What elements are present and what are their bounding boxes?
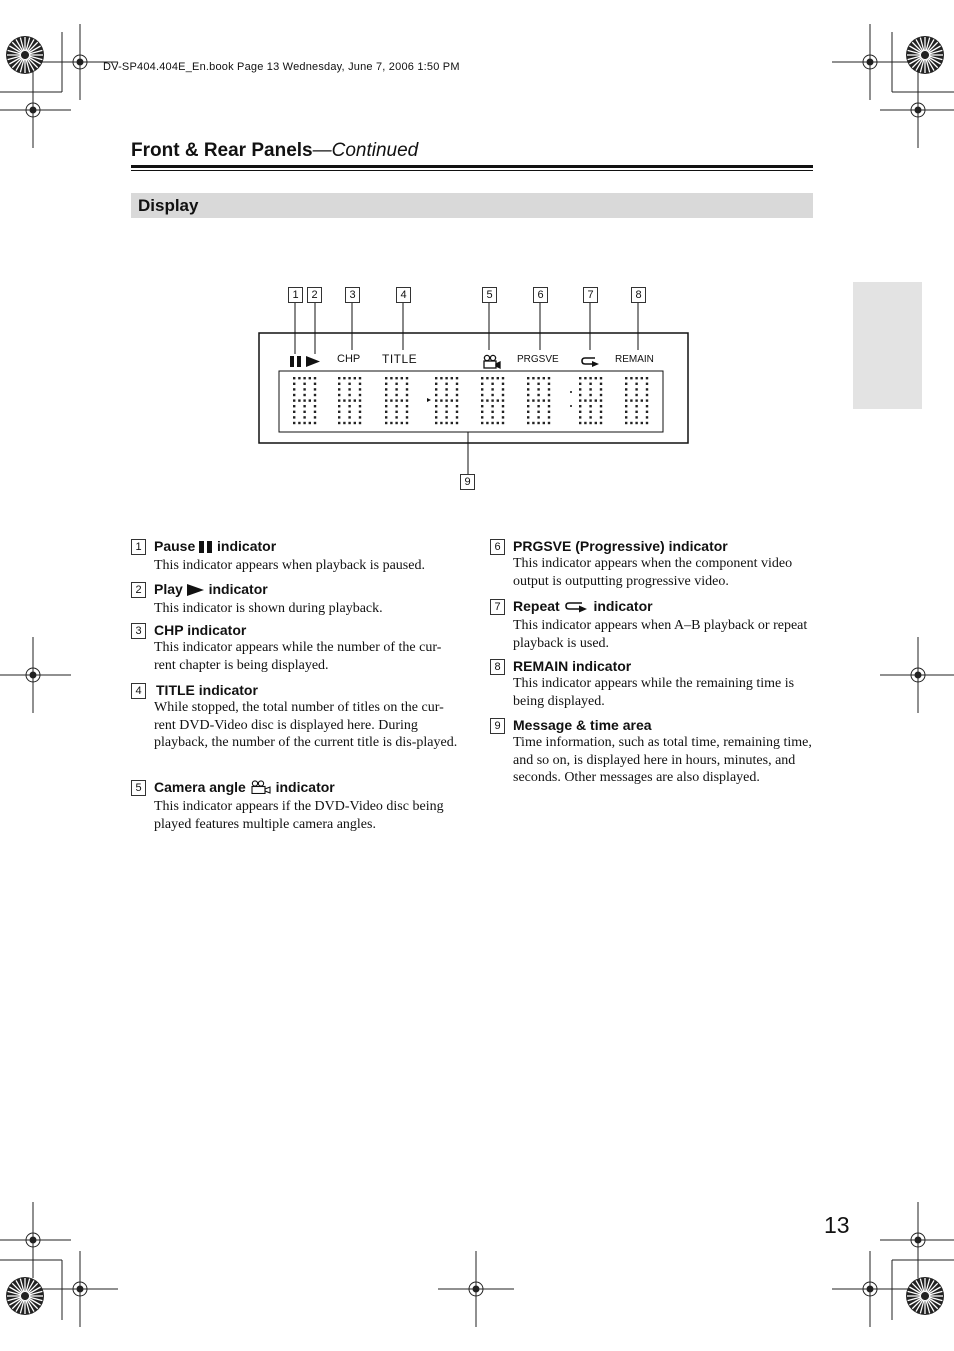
callout-3: 3 (345, 287, 360, 303)
callout-8: 8 (631, 287, 646, 303)
repeat-icon (564, 599, 590, 617)
item-5-title-post: indicator (271, 779, 335, 795)
item-4-title: TITLE indicator (156, 682, 258, 698)
lcd-camera-angle (484, 355, 500, 368)
header-title: Front & Rear Panels (131, 140, 313, 161)
item-2-number: 2 (131, 582, 146, 598)
callout-7: 7 (583, 287, 598, 303)
item-5-desc: This indicator appears if the DVD-Video disc being played features multiple camera angles. (154, 799, 444, 832)
item-4 (131, 681, 461, 752)
callout-6: 6 (533, 287, 548, 303)
header-continued: —Continued (312, 140, 419, 161)
callout-9: 9 (460, 474, 475, 490)
item-7-title-post: indicator (589, 598, 653, 614)
item-3-title: CHP indicator (154, 622, 247, 638)
display-diagram (258, 286, 690, 492)
item-5-title-pre: Camera angle (154, 779, 250, 795)
item-8-title: REMAIN indicator (513, 658, 632, 674)
section-bar (131, 193, 813, 218)
item-8-number: 8 (490, 659, 505, 675)
item-2-title (154, 580, 461, 600)
item-4-number: 4 (131, 683, 146, 699)
header-rule-thin (131, 170, 813, 171)
lcd-remain-label: REMAIN (615, 354, 654, 365)
item-1-title-pre: Pause (154, 538, 200, 554)
item-2-title-post: indicator (204, 581, 268, 597)
pause-icon (199, 539, 213, 557)
lcd-pause-play (290, 356, 320, 367)
callout-4: 4 (396, 287, 411, 303)
item-9 (490, 716, 815, 787)
item-1-desc: This indicator appears when playback is paused. (154, 558, 425, 573)
item-5-number: 5 (131, 780, 146, 796)
item-1-title (154, 537, 461, 557)
item-6-number: 6 (490, 539, 505, 555)
item-3 (131, 621, 461, 674)
item-9-title: Message & time area (513, 717, 652, 733)
page-number: 13 (824, 1212, 850, 1238)
item-6-title: PRGSVE (Progressive) indicator (513, 538, 728, 554)
item-2-title-pre: Play (154, 581, 187, 597)
book-info: DV-SP404.404E_En.book Page 13 Wednesday, June 7, 2006 1:50 PM (103, 61, 460, 73)
item-8-desc: This indicator appears while the remaining time is being displayed. (513, 676, 795, 709)
side-tab (853, 282, 922, 409)
item-6 (490, 537, 815, 590)
item-2 (131, 580, 461, 618)
item-4-desc: While stopped, the total number of titles on the cur-rent DVD-Video disc is displayed here. During playback, the number of the current title is dis-played. (154, 700, 458, 751)
lcd-chp-label: CHP (337, 353, 361, 365)
item-3-desc: This indicator appears while the number of the cur-rent chapter is being displayed. (154, 640, 442, 673)
item-5 (131, 778, 461, 833)
callout-2: 2 (307, 287, 322, 303)
item-8 (490, 657, 815, 710)
lcd-repeat (582, 358, 599, 367)
item-7-number: 7 (490, 599, 505, 615)
callout-5: 5 (482, 287, 497, 303)
item-5-title (154, 778, 461, 798)
item-7 (490, 597, 815, 652)
item-1 (131, 537, 461, 575)
callout-1: 1 (288, 287, 303, 303)
item-7-title (513, 597, 815, 617)
section-title: Display (138, 196, 199, 215)
lcd-title-label: TITLE (382, 352, 418, 366)
item-1-number: 1 (131, 539, 146, 555)
item-9-desc: Time information, such as total time, remaining time, and so on, is displayed here in hours, minutes, and seconds. Other messages are also displayed. (513, 735, 812, 786)
item-7-desc: This indicator appears when A–B playback or repeat playback is used. (513, 618, 808, 651)
header-rule (131, 165, 813, 168)
item-7-title-pre: Repeat (513, 598, 564, 614)
item-3-number: 3 (131, 623, 146, 639)
lcd-prgsve-label: PRGSVE (517, 354, 559, 365)
item-9-number: 9 (490, 718, 505, 734)
play-icon (187, 582, 205, 600)
item-1-title-post: indicator (213, 538, 277, 554)
item-6-desc: This indicator appears when the component video output is outputting progressive video. (513, 556, 793, 589)
item-2-desc: This indicator is shown during playback. (154, 601, 383, 616)
camera-angle-icon (250, 780, 272, 798)
display-panel-svg (258, 286, 690, 492)
page-header (131, 140, 813, 162)
